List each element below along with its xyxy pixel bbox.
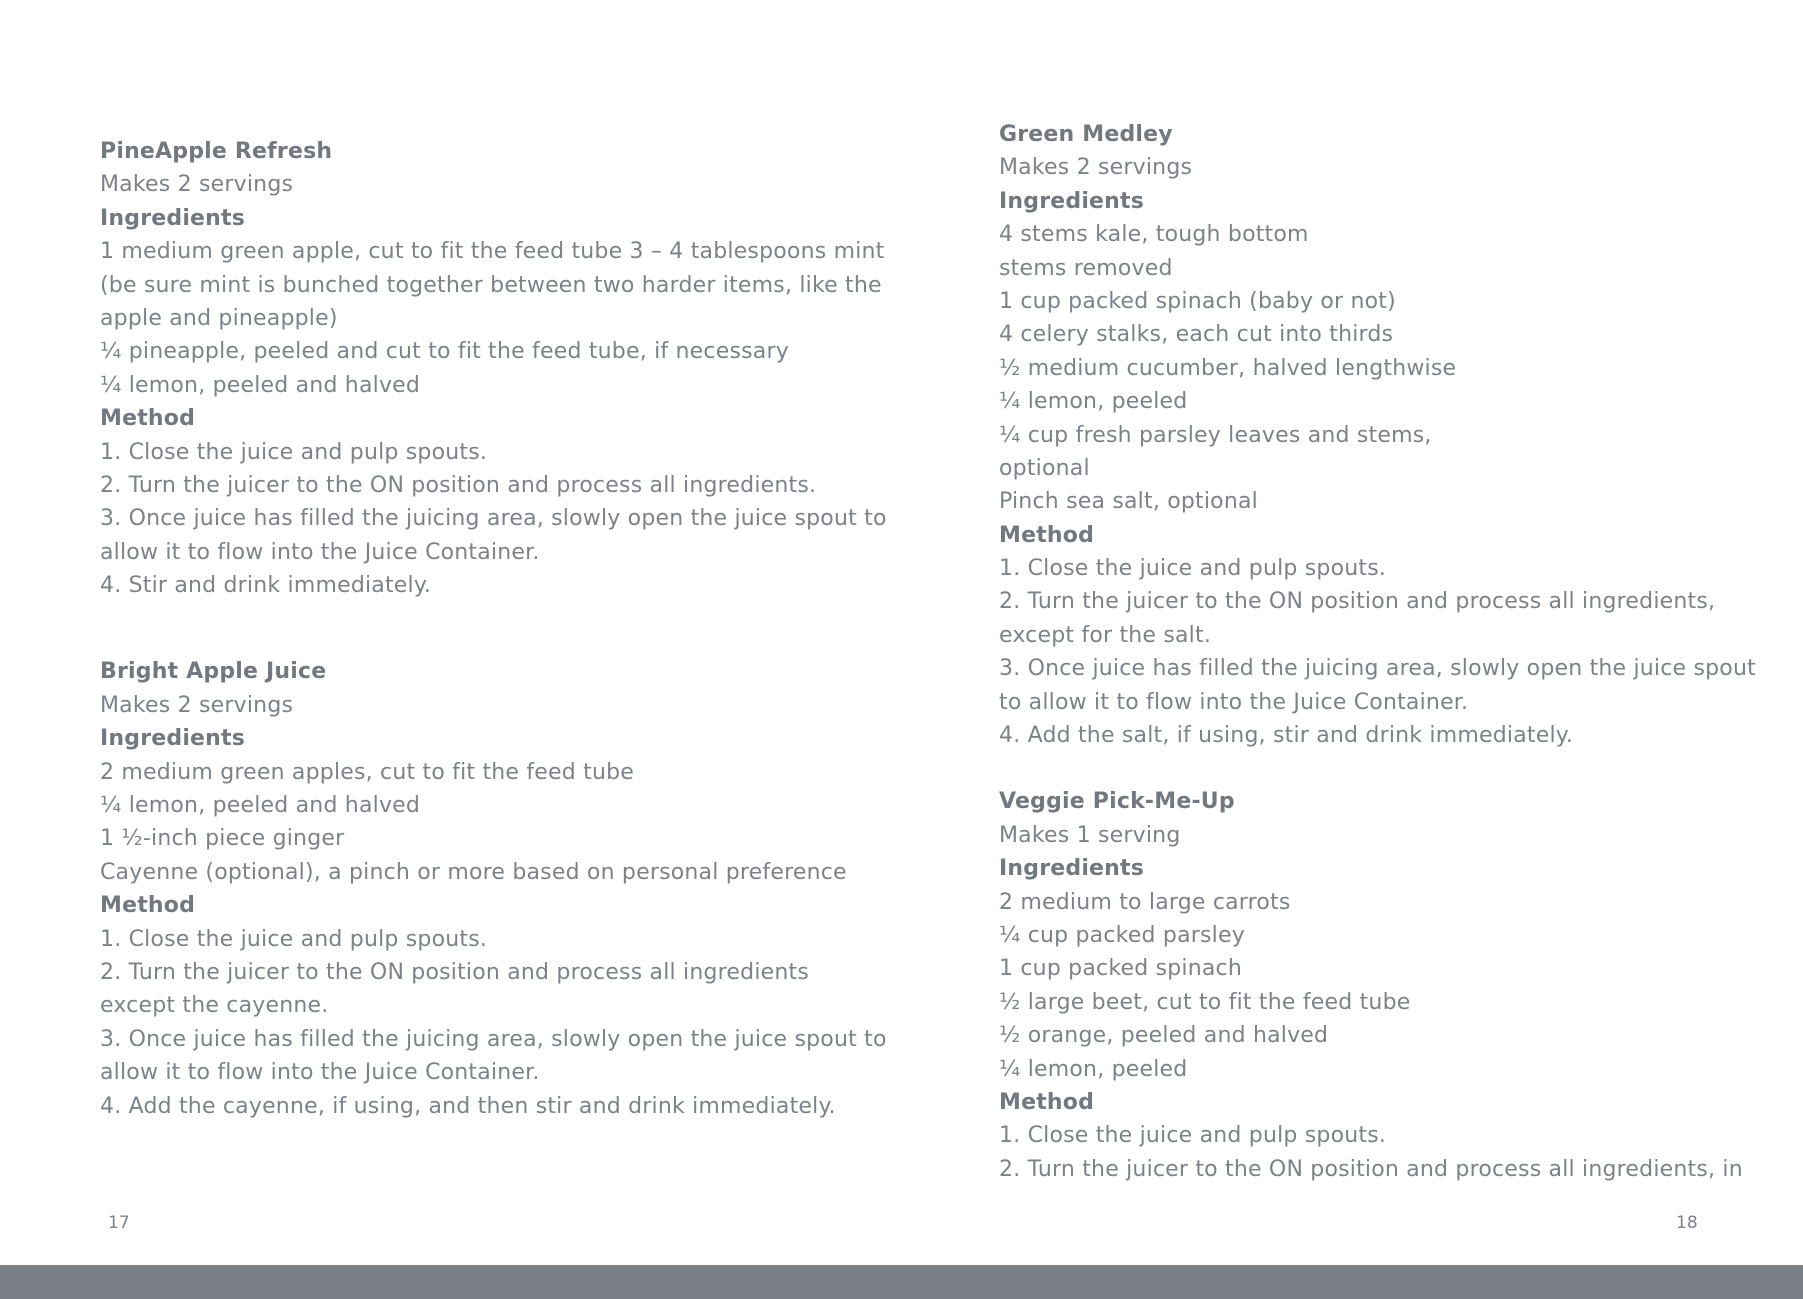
ingredient-line: ½ orange, peeled and halved xyxy=(999,1023,1329,1049)
method-heading: Method xyxy=(999,522,1095,548)
left-page-column xyxy=(100,135,887,1123)
ingredient-line: 1 cup packed spinach xyxy=(999,956,1242,982)
method-step: 3. Once juice has filled the juicing area, slowly open the juice spout to xyxy=(100,1026,887,1052)
recipe-servings: Makes 2 servings xyxy=(999,155,1193,181)
method-step: 2. Turn the juicer to the ON position and process all ingredients xyxy=(100,959,810,985)
footer-bar xyxy=(0,1265,1803,1299)
ingredient-line: Pinch sea salt, optional xyxy=(999,489,1258,515)
method-step: except the cayenne. xyxy=(100,993,329,1019)
ingredient-line: ¼ lemon, peeled and halved xyxy=(100,372,421,398)
ingredients-heading: Ingredients xyxy=(999,188,1145,214)
ingredient-line: ¼ lemon, peeled xyxy=(999,1056,1188,1082)
method-step: to allow it to flow into the Juice Container. xyxy=(999,689,1469,715)
method-step: 1. Close the juice and pulp spouts. xyxy=(999,1123,1387,1149)
method-step: allow it to flow into the Juice Container. xyxy=(100,539,540,565)
recipe-veggie-pick-me-up xyxy=(999,785,1759,1186)
method-step: 1. Close the juice and pulp spouts. xyxy=(100,439,488,465)
method-step: 4. Add the salt, if using, stir and drink immediately. xyxy=(999,723,1574,749)
ingredient-line: Cayenne (optional), a pinch or more based on personal preference xyxy=(100,859,847,885)
method-step: 1. Close the juice and pulp spouts. xyxy=(100,926,488,952)
recipe-servings: Makes 2 servings xyxy=(100,172,294,198)
ingredient-line: optional xyxy=(999,455,1090,481)
recipe-servings: Makes 1 serving xyxy=(999,822,1181,848)
method-step: 2. Turn the juicer to the ON position and process all ingredients, xyxy=(999,589,1716,615)
recipe-bright-apple-juice xyxy=(100,655,887,1122)
ingredient-line: ½ medium cucumber, halved lengthwise xyxy=(999,355,1457,381)
method-step: 2. Turn the juicer to the ON position and process all ingredients, in xyxy=(999,1156,1743,1182)
ingredient-line: (be sure mint is bunched together between two harder items, like the xyxy=(100,272,882,298)
ingredient-line: ½ large beet, cut to fit the feed tube xyxy=(999,989,1411,1015)
page-number-left: 17 xyxy=(108,1213,130,1233)
ingredient-line: apple and pineapple) xyxy=(100,305,338,331)
method-step: 4. Add the cayenne, if using, and then stir and drink immediately. xyxy=(100,1093,836,1119)
ingredients-heading: Ingredients xyxy=(100,726,246,752)
recipe-servings: Makes 2 servings xyxy=(100,692,294,718)
method-step: 3. Once juice has filled the juicing area, slowly open the juice spout to xyxy=(100,506,887,532)
method-step: allow it to flow into the Juice Container. xyxy=(100,1060,540,1086)
recipe-title: Green Medley xyxy=(999,122,1173,147)
method-step: 2. Turn the juicer to the ON position and process all ingredients. xyxy=(100,472,817,498)
method-heading: Method xyxy=(100,406,196,432)
method-step: except for the salt. xyxy=(999,622,1212,648)
recipe-green-medley xyxy=(999,118,1759,752)
ingredient-line: 2 medium to large carrots xyxy=(999,889,1291,915)
method-heading: Method xyxy=(999,1089,1095,1115)
ingredients-heading: Ingredients xyxy=(999,856,1145,882)
method-step: 1. Close the juice and pulp spouts. xyxy=(999,556,1387,582)
ingredient-line: 4 stems kale, tough bottom xyxy=(999,222,1309,248)
recipe-title: Veggie Pick-Me-Up xyxy=(999,789,1235,815)
ingredient-line: ¼ cup fresh parsley leaves and stems, xyxy=(999,422,1432,448)
ingredient-line: 1 medium green apple, cut to fit the feed tube 3 – 4 tablespoons mint xyxy=(100,239,885,265)
recipe-title: PineApple Refresh xyxy=(100,139,333,164)
ingredient-line: 1 cup packed spinach (baby or not) xyxy=(999,288,1396,314)
ingredient-line: 1 ½-inch piece ginger xyxy=(100,826,345,852)
method-step: 4. Stir and drink immediately. xyxy=(100,573,432,599)
recipe-spacer xyxy=(100,602,840,655)
ingredient-line: ¼ lemon, peeled and halved xyxy=(100,793,421,819)
ingredient-line: ¼ cup packed parsley xyxy=(999,922,1245,948)
ingredient-line: 4 celery stalks, each cut into thirds xyxy=(999,322,1394,348)
right-page-column xyxy=(999,118,1759,1186)
method-step: 3. Once juice has filled the juicing area, slowly open the juice spout xyxy=(999,656,1756,682)
method-heading: Method xyxy=(100,893,196,919)
ingredients-heading: Ingredients xyxy=(100,205,246,231)
recipe-pineapple-refresh xyxy=(100,135,887,602)
ingredient-line: 2 medium green apples, cut to fit the feed tube xyxy=(100,759,634,785)
page-number-right: 18 xyxy=(1676,1213,1698,1233)
ingredient-line: ¼ pineapple, peeled and cut to fit the feed tube, if necessary xyxy=(100,339,789,365)
ingredient-line: stems removed xyxy=(999,255,1173,281)
recipe-title: Bright Apple Juice xyxy=(100,659,327,685)
recipe-spacer xyxy=(999,752,1759,785)
ingredient-line: ¼ lemon, peeled xyxy=(999,389,1188,415)
